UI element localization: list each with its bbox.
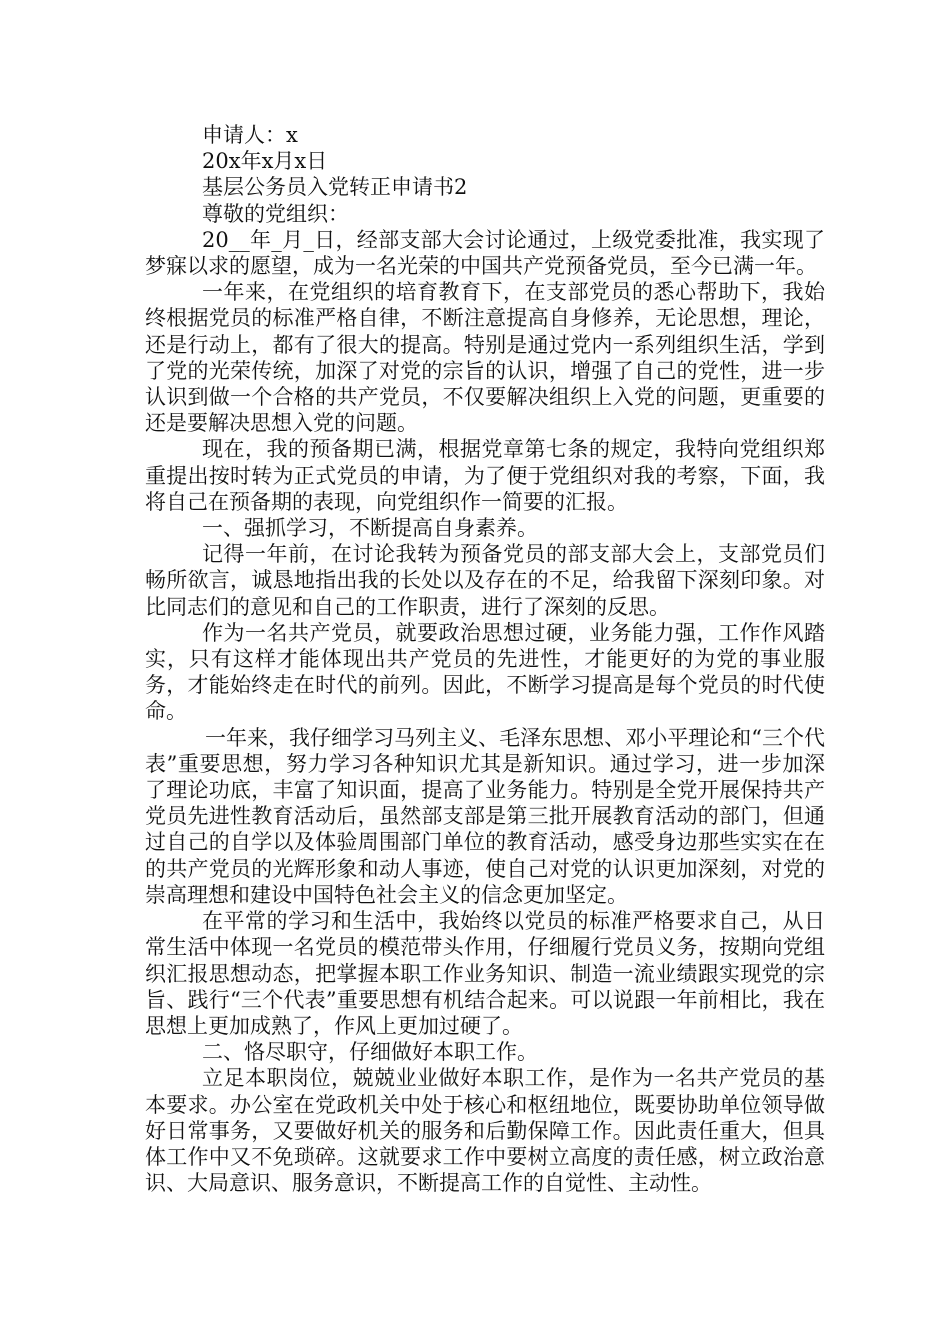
document-title: 基层公务员入党转正申请书2 [202,175,468,200]
applicant-line: 申请人：x [202,123,298,147]
document-body [145,122,825,1196]
paragraph-8: 立足本职岗位，兢兢业业做好本职工作，是作为一名共产党员的基本要求。办公室在党政机关中处于核心和枢纽地位，既要协助单位领导做好日常事务，又要做好机关的服务和后勤保障工作。因此责任重大，但具体工作中又不免琐碎。这就要求工作中要树立高度的责任感，树立政治意识、大局意识、服务意识，不断提高工作的自觉性、主动性。 [145,1066,825,1196]
paragraph-3: 现在，我的预备期已满，根据党章第七条的规定，我特向党组织郑重提出按时转为正式党员的申请，为了便于党组织对我的考察，下面，我将自己在预备期的表现，向党组织作一简要的汇报。 [145,437,825,514]
paragraph-7: 在平常的学习和生活中，我始终以党员的标准严格要求自己，从日常生活中体现一名党员的模范带头作用，仔细履行党员义务，按期向党组织汇报思想动态，把掌握本职工作业务知识、制造一流业绩跟实现党的宗旨、践行“三个代表”重要思想有机结合起来。可以说跟一年前相比，我在思想上更加成熟了，作风上更加过硬了。 [145,909,825,1038]
section-heading-1: 一、强抓学习，不断提高自身素养。 [202,516,538,541]
paragraph-6: 一年来，我仔细学习马列主义、毛泽东思想、邓小平理论和“三个代表”重要思想，努力学习各种知识尤其是新知识。通过学习，进一步加深了理论功底，丰富了知识面，提高了业务能力。特别是全党开展保持共产党员先进性教育活动后，虽然部支部是第三批开展教育活动的部门，但通过自己的自学以及体验周围部门单位的教育活动，感受身边那些实实在在的共产党员的光辉形象和动人事迹，使自己对党的认识更加深刻，对党的崇高理想和建设中国特色社会主义的信念更加坚定。 [145,725,825,907]
salutation: 尊敬的党组织： [202,201,349,226]
paragraph-4: 记得一年前，在讨论我转为预备党员的部支部大会上，支部党员们畅所欲言，诚恳地指出我的长处以及存在的不足，给我留下深刻印象。对比同志们的意见和自己的工作职责，进行了深刻的反思。 [145,542,825,619]
paragraph-2: 一年来，在党组织的培育教育下，在支部党员的悉心帮助下，我始终根据党员的标准严格自律，不断注意提高自身修养，无论思想，理论，还是行动上，都有了很大的提高。特别是通过党内一系列组织生活，学到了党的光荣传统，加深了对党的宗旨的认识，增强了自己的党性，进一步认识到做一个合格的共产党员，不仅要解决组织上入党的问题，更重要的还是要解决思想入党的问题。 [145,280,825,436]
paragraph-1: 20__年_月_日，经部支部大会讨论通过，上级党委批准，我实现了梦寐以求的愿望，成为一名光荣的中国共产党预备党员，至今已满一年。 [145,227,825,279]
date-line: 20x年x月x日 [202,149,328,174]
paragraph-5: 作为一名共产党员，就要政治思想过硬，业务能力强，工作作风踏实，只有这样才能体现出共产党员的先进性，才能更好的为党的事业服务，才能始终走在时代的前列。因此，不断学习提高是每个党员的时代使命。 [145,620,825,724]
section-heading-2: 二、恪尽职守，仔细做好本职工作。 [202,1040,538,1065]
